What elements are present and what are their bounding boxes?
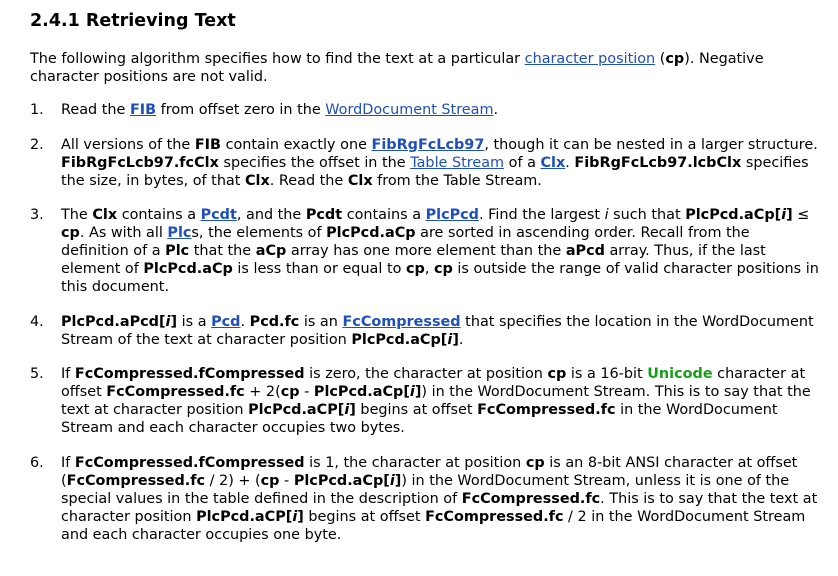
text: is a bbox=[177, 313, 212, 330]
term: FcCompressed.fc bbox=[461, 490, 601, 507]
term: Clx bbox=[92, 207, 118, 223]
text: Read the bbox=[61, 102, 130, 118]
text: is 1, the character at position bbox=[304, 454, 526, 471]
text: character at offset bbox=[61, 366, 806, 400]
text: + 2( bbox=[244, 384, 281, 400]
var-i: i bbox=[389, 472, 395, 489]
text: All versions of the bbox=[61, 136, 195, 153]
text: contain exactly one bbox=[221, 136, 372, 153]
term: PlcPcd.aCp[ bbox=[313, 384, 410, 400]
algorithm-steps bbox=[30, 101, 820, 544]
term-cp: cp bbox=[665, 51, 685, 67]
fibrgfclcb97-link[interactable]: FibRgFcLcb97 bbox=[371, 136, 485, 153]
var-i: i bbox=[604, 207, 609, 223]
step-number: 3. bbox=[30, 207, 44, 223]
var-i: i bbox=[292, 508, 298, 525]
text: array. Thus, if the last element of bbox=[61, 243, 766, 277]
text: contains a bbox=[117, 207, 201, 223]
term: PlcPcd.aCp[ bbox=[293, 472, 390, 489]
fib-link[interactable]: FIB bbox=[129, 102, 157, 118]
text: is zero, the character at position bbox=[304, 366, 548, 382]
text: - bbox=[279, 472, 294, 489]
step-number: 6. bbox=[30, 454, 44, 471]
term: Clx bbox=[244, 172, 270, 189]
term: Pcdt bbox=[305, 207, 343, 223]
text: If bbox=[61, 366, 75, 382]
term: FibRgFcLcb97.lcbClx bbox=[574, 154, 742, 171]
text: is a 16-bit bbox=[566, 366, 648, 382]
var-i: i bbox=[781, 207, 787, 223]
text: from offset zero in the bbox=[156, 102, 326, 118]
text: s, the elements of bbox=[191, 225, 327, 241]
term: PlcPcd.aCp bbox=[143, 261, 233, 277]
term: Pcd.fc bbox=[249, 313, 300, 330]
text: The bbox=[61, 207, 93, 223]
text: such that bbox=[608, 207, 686, 223]
text: are sorted in ascending order. Recall from the definition of a bbox=[61, 225, 750, 259]
step-number: 4. bbox=[30, 313, 44, 330]
text: If bbox=[61, 454, 75, 471]
var-i: i bbox=[344, 402, 350, 418]
term: PlcPcd.aCp bbox=[326, 225, 416, 241]
term: ] bbox=[170, 313, 178, 330]
term: cp bbox=[433, 261, 453, 277]
var-i: i bbox=[409, 384, 415, 400]
term: cp bbox=[525, 454, 545, 471]
text: ) in the WordDocument Stream. This is to say that the text at character position bbox=[61, 384, 811, 418]
unicode-term: Unicode bbox=[647, 366, 713, 382]
worddocument-stream-link[interactable]: WordDocument Stream bbox=[325, 102, 494, 118]
text: / 2) + ( bbox=[205, 472, 261, 489]
step-number: 2. bbox=[30, 136, 44, 153]
step-number: 1. bbox=[30, 102, 44, 118]
text: ≤ bbox=[792, 207, 810, 223]
text: is an 8-bit ANSI character at offset ( bbox=[61, 454, 798, 489]
term: ] bbox=[394, 472, 402, 489]
text: , and the bbox=[236, 207, 306, 223]
text: that specifies the location in the WordDocument Stream of the text at character position bbox=[61, 313, 814, 348]
table-stream-link[interactable]: Table Stream bbox=[410, 154, 505, 171]
term: PlcPcd.aCP[ bbox=[248, 402, 345, 418]
fccompressed-link[interactable]: FcCompressed bbox=[342, 313, 461, 330]
text: that the bbox=[189, 243, 256, 259]
step-1 bbox=[30, 101, 820, 119]
text: . This is to say that the text at character position bbox=[61, 490, 818, 525]
text: specifies the offset in the bbox=[218, 154, 411, 171]
term: ] bbox=[452, 331, 459, 348]
text: - bbox=[299, 384, 314, 400]
step-6 bbox=[30, 454, 820, 544]
section-heading: 2.4.1 Retrieving Text bbox=[30, 11, 236, 31]
text: of a bbox=[504, 154, 541, 171]
step-2 bbox=[30, 136, 820, 190]
term: FcCompressed.fCompressed bbox=[74, 454, 305, 471]
text: ) in the WordDocument Stream, unless it is one of the special values in the table defined in the description of bbox=[61, 472, 790, 507]
text: The following algorithm specifies how to find the text at a particular bbox=[30, 51, 525, 67]
text: in the WordDocument Stream and each character occupies two bytes. bbox=[61, 402, 778, 436]
text: . As with all bbox=[79, 225, 168, 241]
term: ] bbox=[349, 402, 356, 418]
term: cp bbox=[260, 472, 280, 489]
term: ] bbox=[414, 384, 422, 400]
term: PlcPcd.aPcd[ bbox=[61, 313, 166, 330]
text: is outside the range of valid character positions in this document. bbox=[61, 261, 819, 295]
text: begins at offset bbox=[355, 402, 478, 418]
term: cp bbox=[280, 384, 300, 400]
var-i: i bbox=[447, 331, 453, 348]
term: PlcPcd.aCp[ bbox=[351, 331, 448, 348]
step-5 bbox=[30, 365, 820, 437]
step-4 bbox=[30, 313, 820, 349]
term: aCp bbox=[255, 243, 287, 259]
var-i: i bbox=[165, 313, 171, 330]
text: is less than or equal to bbox=[232, 261, 406, 277]
text: , bbox=[424, 261, 434, 277]
pcd-link[interactable]: Pcd bbox=[211, 313, 241, 330]
step-number: 5. bbox=[30, 366, 44, 382]
plc-link[interactable]: Plc bbox=[167, 225, 192, 241]
term: FcCompressed.fc bbox=[425, 508, 564, 525]
text: array has one more element than the bbox=[286, 243, 566, 259]
text: specifies the size, in bytes, of that bbox=[61, 154, 809, 189]
text: from the Table Stream. bbox=[372, 172, 542, 189]
text: begins at offset bbox=[303, 508, 426, 525]
step-3 bbox=[30, 206, 820, 296]
text: is an bbox=[299, 313, 343, 330]
term: Clx bbox=[347, 172, 373, 189]
text: . bbox=[493, 102, 499, 118]
clx-link[interactable]: Clx bbox=[540, 154, 566, 171]
text: contains a bbox=[342, 207, 426, 223]
text: , though it can be nested in a larger structure. bbox=[484, 136, 818, 153]
term: FcCompressed.fc bbox=[66, 472, 206, 489]
term: FcCompressed.fc bbox=[477, 402, 616, 418]
text: / 2 in the WordDocument Stream and each character occupies one byte. bbox=[61, 508, 806, 543]
term: cp bbox=[61, 225, 80, 241]
term: PlcPcd.aCp[ bbox=[685, 207, 782, 223]
text: . Read the bbox=[269, 172, 348, 189]
term: cp bbox=[547, 366, 567, 382]
text: . bbox=[240, 313, 250, 330]
term: ] bbox=[786, 207, 793, 223]
text: ( bbox=[655, 51, 666, 67]
text: . bbox=[458, 331, 464, 348]
character-position-link[interactable]: character position bbox=[524, 51, 656, 67]
term: FcCompressed.fc bbox=[106, 384, 245, 400]
term: Plc bbox=[165, 243, 190, 259]
text: ). Negative character positions are not valid. bbox=[30, 51, 764, 85]
text: . bbox=[565, 154, 575, 171]
term: aPcd bbox=[565, 243, 605, 259]
plcpcd-link[interactable]: PlcPcd bbox=[425, 207, 479, 223]
term: FIB bbox=[194, 136, 221, 153]
term: FcCompressed.fCompressed bbox=[74, 366, 305, 382]
pcdt-link[interactable]: Pcdt bbox=[200, 207, 237, 223]
term: cp bbox=[405, 261, 425, 277]
term: PlcPcd.aCP[ bbox=[196, 508, 293, 525]
term: ] bbox=[297, 508, 304, 525]
term: FibRgFcLcb97.fcClx bbox=[61, 154, 219, 171]
intro-paragraph bbox=[30, 50, 820, 86]
text: . Find the largest bbox=[478, 207, 605, 223]
